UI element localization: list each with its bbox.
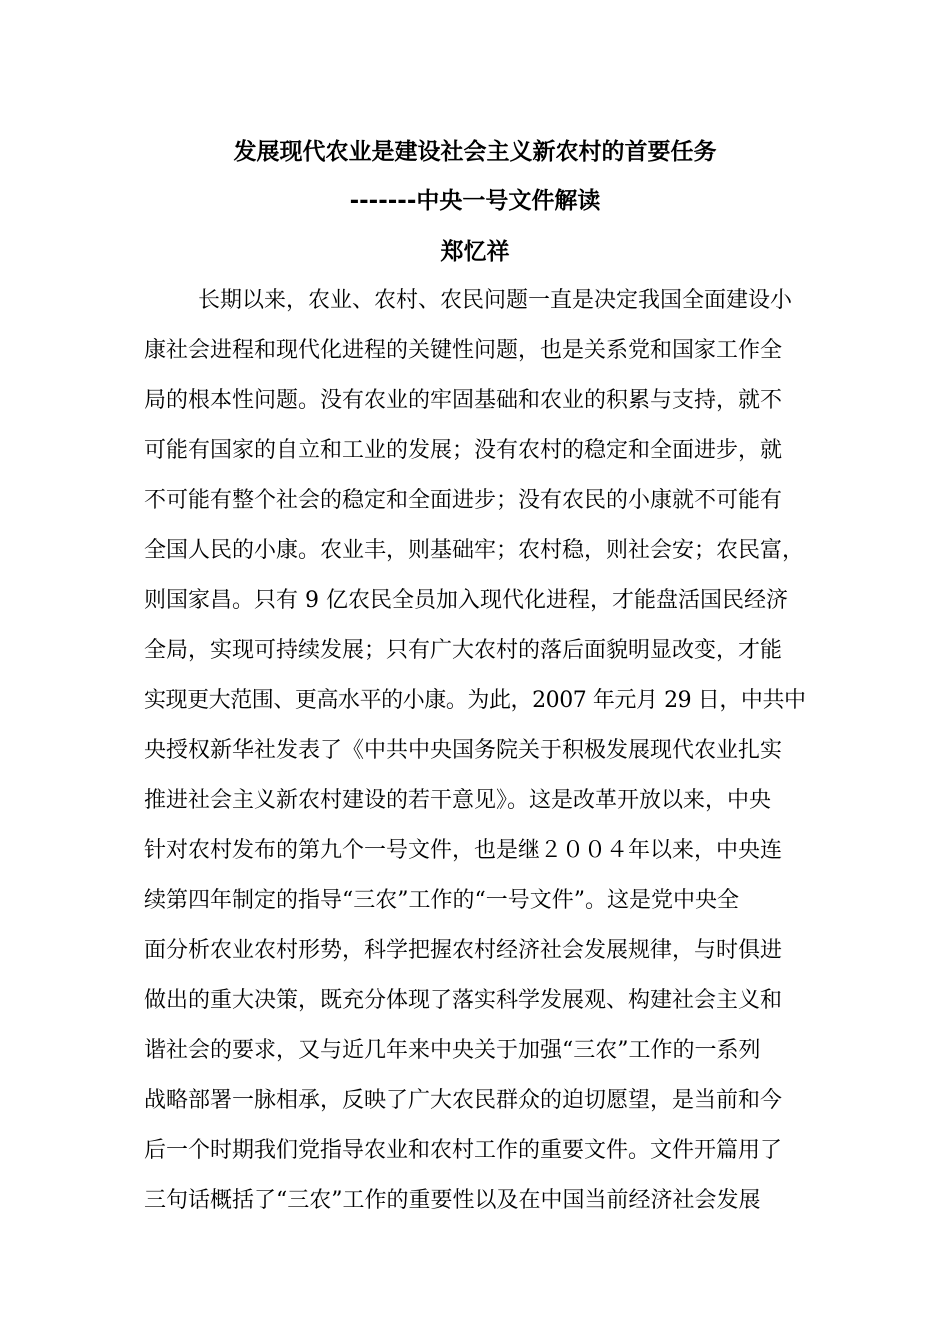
body-line: 做出的重大决策，既充分体现了落实科学发展观、构建社会主义和 [144,988,783,1013]
body-line: 央授权新华社发表了《中共中央国务院关于积极发展现代农业扎实 [144,738,783,763]
document-title: 发展现代农业是建设社会主义新农村的首要任务 [233,139,717,165]
body-line: 全局，实现可持续发展；只有广大农村的落后面貌明显改变，才能 [144,638,783,663]
body-line: 续第四年制定的指导“三农”工作的“一号文件”。这是党中央全 [144,888,739,913]
body-line: 战略部署一脉相承，反映了广大农民群众的迫切愿望，是当前和今 [144,1088,783,1113]
body-line: 后一个时期我们党指导农业和农村工作的重要文件。文件开篇用了 [144,1138,783,1163]
body-line: 局的根本性问题。没有农业的牢固基础和农业的积累与支持，就不 [144,388,783,413]
body-line: 全国人民的小康。农业丰，则基础牢；农村稳，则社会安；农民富， [144,538,805,563]
body-line: 针对农村发布的第九个一号文件，也是继２００４年以来，中央连 [144,838,783,863]
body-line: 谐社会的要求，又与近几年来中央关于加强“三农”工作的一系列 [144,1038,761,1063]
body-line: 三句话概括了“三农”工作的重要性以及在中国当前经济社会发展 [144,1188,761,1213]
body-line: 则国家昌。只有 9 亿农民全员加入现代化进程，才能盘活国民经济 [144,588,788,613]
body-line: 面分析农业农村形势，科学把握农村经济社会发展规律，与时俱进 [144,938,783,963]
body-line: 康社会进程和现代化进程的关键性问题，也是关系党和国家工作全 [144,338,783,363]
document-subtitle: -------中央一号文件解读 [349,188,601,214]
body-line: 不可能有整个社会的稳定和全面进步；没有农民的小康就不可能有 [144,488,783,513]
document-author: 郑忆祥 [440,239,510,265]
body-line: 可能有国家的自立和工业的发展；没有农村的稳定和全面进步，就 [144,438,783,463]
body-line: 长期以来，农业、农村、农民问题一直是决定我国全面建设小 [198,288,793,313]
body-line: 推进社会主义新农村建设的若干意见》。这是改革开放以来，中央 [144,788,772,813]
body-line: 实现更大范围、更高水平的小康。为此，2007 年元月 29 日，中共中 [144,688,806,713]
